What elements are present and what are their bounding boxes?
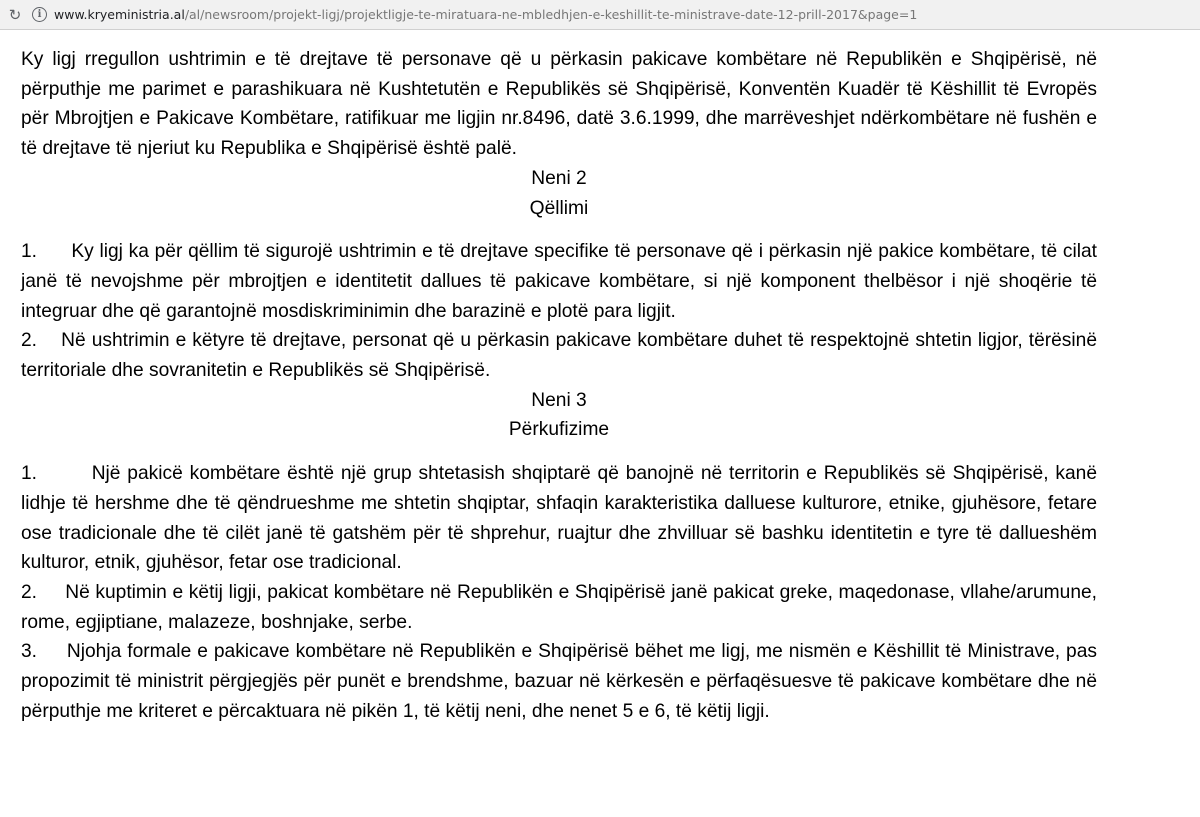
item-number: 2. [21, 330, 38, 352]
list-item [21, 459, 1097, 578]
reload-icon[interactable]: ↻ [8, 5, 22, 24]
list-item [21, 637, 1097, 726]
item-text: Në kuptimin e këtij ligji, pakicat kombëtare në Republikën e Shqipërisë janë pakicat greke, maqedonase, vllahe/arumune, rome, egjiptiane, malazeze, boshnjake, serbe. [21, 581, 1097, 633]
item-text: Një pakicë kombëtare është një grup shtetasish shqiptarë që banojnë në territorin e Republikës së Shqipërisë, kanë lidhje të hershme dhe të qëndrueshme me shtetin shqiptar, shfaqin karakteristika dalluese kulturore, etnike, gjuhësore, fetare ose tradicionale dhe të cilët janë të gatshëm për të shprehur, ruajtur dhe zhvilluar së bashku identitetin e tyre të dallueshëm kulturor, etnik, gjuhësor, fetar ose tradicional. [21, 463, 1097, 574]
list-item [21, 326, 1097, 385]
item-text: Ky ligj ka për qëllim të sigurojë ushtrimin e të drejtave specifike të personave që i përkasin një pakice kombëtare, të cilat janë të nevojshme për mbrojtjen e identitetit dallues të pakicave kombëtare, si një komponent thelbësor i një shoqërie të integruar dhe që garantojnë mosdiskriminimin dhe barazinë e plotë para ligjit. [21, 241, 1097, 322]
article-neni-2 [21, 164, 1097, 386]
item-text: Njohja formale e pakicave kombëtare në Republikën e Shqipërisë bëhet me ligj, me nismën e Këshillit të Ministrave, pas propozimit të ministrit përgjegjës për punët e brendshme, bazuar në kërkesën e përfaqësuesve të pakicave kombëtare dhe në përputhje me kriteret e përcaktuara në pikën 1, të këtij neni, dhe nenet 5 e 6, të këtij ligji. [21, 641, 1097, 722]
document-body [21, 45, 1097, 726]
item-number: 3. [21, 641, 38, 663]
article-title: Përkufizime [508, 419, 610, 441]
info-icon[interactable]: i [32, 7, 47, 22]
url-host: www.kryeministria.al [54, 7, 185, 22]
item-number: 1. [21, 463, 38, 485]
intro-paragraph: Ky ligj rregullon ushtrimin e të drejtave të personave që u përkasin pakicave kombëtare në Republikën e Shqipërisë, në përputhje me parimet e parashikuara në Kushtetutën e Republikës së Shqipërisë, Konventën Kuadër të Këshillit të Evropës për Mbrojtjen e Pakicave Kombëtare, ratifikuar me ligjin nr.8496, datë 3.6.1999, dhe marrëveshjet ndërkombëtare në fushën e të drejtave të njeriut ku Republika e Shqipërisë është palë. [21, 49, 1097, 160]
article-number: Neni 3 [531, 389, 587, 411]
item-text: Në ushtrimin e këtyre të drejtave, personat që u përkasin pakicave kombëtare duhet të respektojnë shtetin ligjor, tërësinë territoriale dhe sovranitetin e Republikës së Shqipërisë. [21, 330, 1097, 382]
article-number: Neni 2 [531, 167, 587, 189]
item-number: 2. [21, 581, 38, 603]
list-item [21, 578, 1097, 637]
url-path: /al/newsroom/projekt-ligj/projektligje-te-miratuara-ne-mbledhjen-e-keshillit-te-ministrave-date-12-prill-2017&page=1 [184, 7, 918, 22]
address-bar [0, 0, 1200, 30]
url-field[interactable] [54, 7, 917, 22]
article-neni-3 [21, 386, 1097, 727]
article-title: Qëllimi [529, 197, 589, 219]
list-item [21, 237, 1097, 326]
item-number: 1. [21, 241, 38, 263]
